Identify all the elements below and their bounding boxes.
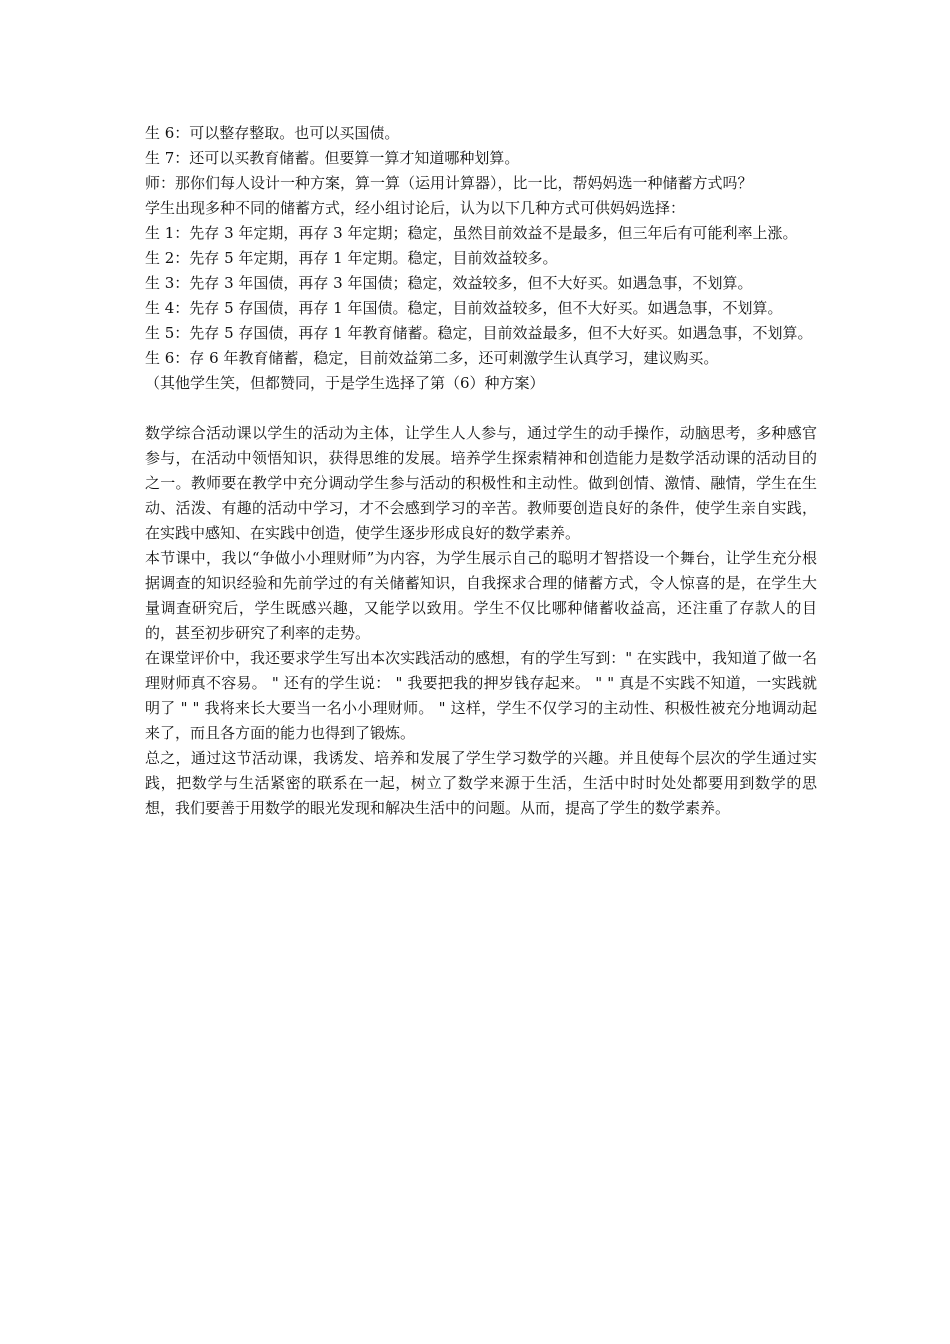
dialogue-line: 学生出现多种不同的储蓄方式，经小组讨论后，认为以下几种方式可供妈妈选择： — [145, 199, 686, 217]
reflection-paragraph: 本节课中，我以“争做小小理财师”为内容，为学生展示自己的聪明才智搭设一个舞台，让学生充分根据调查的知识经验和先前学过的有关储蓄知识，自我探求合理的储蓄方式，令人惊喜的是，在学生大量调查研究后，学生既感兴趣，又能学以致用。学生不仅比哪种储蓄收益高，还注重了存款人的目的，甚至初步研究了利率的走势。 — [145, 549, 817, 642]
dialogue-line: 生 1：先存 3 年定期，再存 3 年定期；稳定，虽然目前效益不是最多，但三年后有可能利率上涨。 — [145, 224, 798, 242]
dialogue-line: （其他学生笑，但都赞同，于是学生选择了第（6）种方案） — [145, 374, 545, 392]
reflection-paragraph: 在课堂评价中，我还要求学生写出本次实践活动的感想，有的学生写到：" 在实践中，我知道了做一名理财师真不容易。 " 还有的学生说： " 我要把我的押岁钱存起来。 " " 真是不实践不知道，一实践就明了 " " 我将来长大要当一名小小理财师。 " 这样，学生不仅学习的主动性、积极性被充分地调动起来了，而且各方面的能力也得到了锻炼。 — [145, 649, 817, 742]
reflection-section — [145, 421, 817, 821]
dialogue-line: 师：那你们每人设计一种方案，算一算（运用计算器），比一比，帮妈妈选一种储蓄方式吗？ — [145, 174, 753, 192]
dialogue-line: 生 7：还可以买教育储蓄。但要算一算才知道哪种划算。 — [145, 149, 520, 167]
dialogue-section — [145, 121, 817, 396]
paragraph-spacer — [145, 396, 817, 421]
dialogue-line: 生 2：先存 5 年定期，再存 1 年定期。稳定，目前效益较多。 — [145, 249, 558, 267]
reflection-paragraph: 总之，通过这节活动课，我诱发、培养和发展了学生学习数学的兴趣。并且使每个层次的学生通过实践，把数学与生活紧密的联系在一起，树立了数学来源于生活，生活中时时处处都要用到数学的思想，我们要善于用数学的眼光发现和解决生活中的问题。从而，提高了学生的数学素养。 — [145, 749, 817, 817]
dialogue-line: 生 6：存 6 年教育储蓄，稳定，目前效益第二多，还可刺激学生认真学习，建议购买。 — [145, 349, 719, 367]
document-page — [145, 121, 817, 821]
dialogue-line: 生 4：先存 5 存国债，再存 1 年国债。稳定，目前效益较多，但不大好买。如遇急事，不划算。 — [145, 299, 783, 317]
dialogue-line: 生 5：先存 5 存国债，再存 1 年教育储蓄。稳定，目前效益最多，但不大好买。如遇急事，不划算。 — [145, 324, 813, 342]
reflection-paragraph: 数学综合活动课以学生的活动为主体，让学生人人参与，通过学生的动手操作，动脑思考，多种感官参与，在活动中领悟知识，获得思维的发展。培养学生探索精神和创造能力是数学活动课的活动目的之一。教师要在教学中充分调动学生参与活动的积极性和主动性。做到创情、激情、融情，学生在生动、活泼、有趣的活动中学习，才不会感到学习的辛苦。教师要创造良好的条件，使学生亲自实践，在实践中感知、在实践中创造，使学生逐步形成良好的数学素养。 — [145, 424, 817, 542]
dialogue-line: 生 6：可以整存整取。也可以买国债。 — [145, 124, 400, 142]
dialogue-line: 生 3：先存 3 年国债，再存 3 年国债；稳定，效益较多，但不大好买。如遇急事，不划算。 — [145, 274, 753, 292]
